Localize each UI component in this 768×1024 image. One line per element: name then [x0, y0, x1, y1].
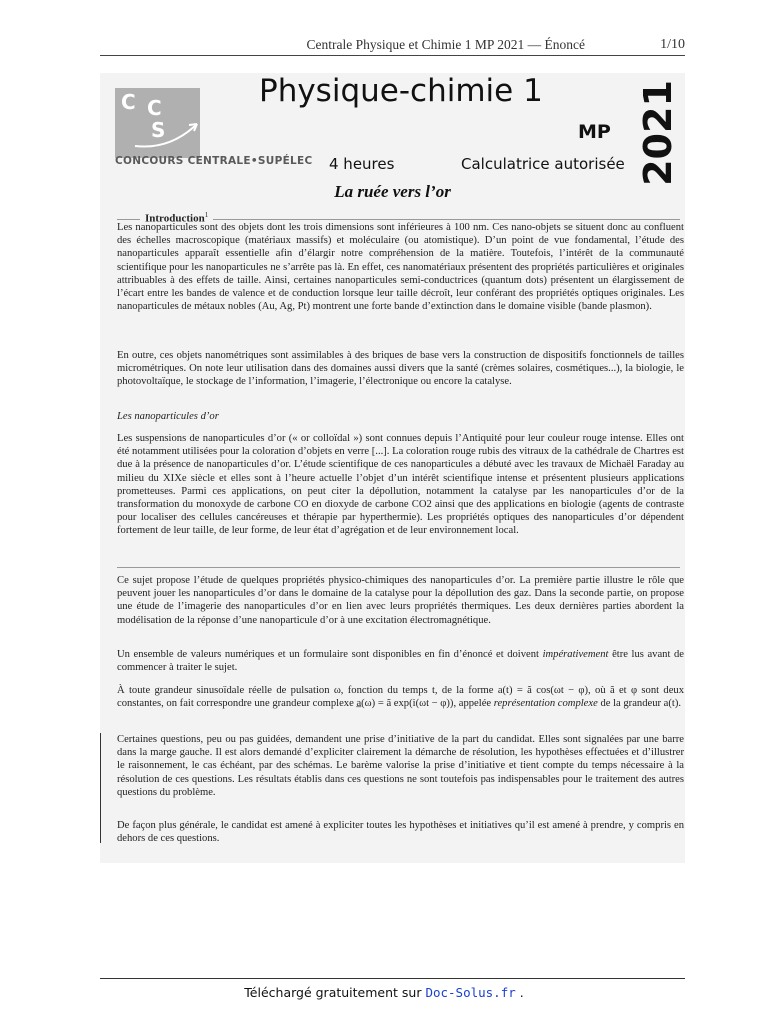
p3-emphasis: représentation complexe	[493, 698, 598, 710]
header-title: Centrale Physique et Chimie 1 MP 2021 — Énoncé	[306, 37, 585, 52]
ccs-logo	[115, 88, 200, 158]
logo-letter: C	[121, 90, 136, 114]
body-paragraph-1: Ce sujet propose l’étude de quelques propriétés physico-chimiques des nanoparticules d’or. La première partie illustre le rôle que peuvent jouer les nanoparticules d’or dans le domaine de la catalyse pour la dépollution des gaz. Dans la seconde partie, on propose une étude de l’imagerie des nanoparticules d’or en lien avec leurs propriétés thermiques. Les deux dernières parties abordent la modélisation de la réponse d’une nanoparticule d’or à une excitation électromagnétique.	[117, 575, 684, 626]
exam-track: MP	[578, 121, 611, 143]
exam-year	[633, 78, 683, 188]
page-footer	[0, 985, 768, 1000]
exam-duration: 4 heures	[329, 155, 395, 173]
exam-year-label: 2021	[636, 80, 680, 186]
gold-subheading: Les nanoparticules d’or	[117, 411, 219, 422]
gold-paragraph: Les suspensions de nanoparticules d’or (« or colloïdal ») sont connues depuis l’Antiquité pour leur couleur rouge intense. Elles ont été notamment utilisées pour la coloration d’objets en verre [...]. La coloration rouge rubis des vitraux de la cathédrale de Chartres est due à la présence de nanoparticules d’or. L’étude scientifique de ces nanoparticules a débuté avec les travaux de Michaël Faraday au milieu du XIXe siècle et elles sont à l’heure actuelle l’objet d’un intérêt scientifique intense et présentent plusieurs applications prometteuses. Parmi ces applications, on peut citer la dépollution, notamment la catalyse par les nanoparticules d’or de la transformation du monoxyde de carbone CO en dioxyde de carbone CO2 ainsi que des applications en biologie (agents de contraste pour localiser des cellules cancéreuses et thérapie par hyperthermie). Les propriétés optiques des nanoparticules d’or dépendent fortement de leur taille, de leur forme, de leur état d’agrégation et de leur environnement local.	[117, 433, 684, 537]
p3-text-end: de la grandeur a(t).	[597, 698, 682, 710]
footnote-mark: 1	[204, 211, 209, 219]
p2-text: Un ensemble de valeurs numériques et un formulaire sont disponibles en fin d’énoncé et doivent	[117, 649, 543, 660]
body-paragraph-3	[117, 684, 684, 710]
page-number: 1/10	[660, 37, 685, 52]
exam-title: Physique-chimie 1	[259, 73, 543, 109]
page-header	[100, 34, 685, 52]
scanned-page	[100, 73, 685, 863]
doc-solus-link[interactable]: Doc-Solus.fr	[425, 985, 516, 1000]
initiative-margin-bar	[100, 733, 101, 843]
p2-emphasis: impérativement	[542, 649, 609, 660]
body-paragraph-4: Certaines questions, peu ou pas guidées, demandent une prise d’initiative de la part du candidat. Elles sont signalées par une barre dans la marge gauche. Il est alors demandé d’expliciter clairement la démarche de résolution, les hypothèses effectuées et d’illustrer le raisonnement, le cas échéant, par des schémas. Le barème valorise la prise d’initiative et tient compte du temps nécessaire à la résolution de ces questions. Les résultats établis dans ces questions ne sont toutefois pas indispensables pour le traitement des autres questions du problème.	[117, 734, 684, 798]
subject-title: La ruée vers l’or	[334, 182, 451, 201]
footer-rule	[100, 978, 685, 979]
logo-arrow-icon	[115, 88, 200, 158]
intro-paragraph-1: Les nanoparticules sont des objets dont les trois dimensions sont inférieures à 100 nm. Ces nano-objets se situent donc au confluent des échelles macroscopique (matériaux massifs) et moléculaire (ou atomistique). D’un point de vue fondamental, l’étude des nanoparticules apparaît essentielle afin d’élargir notre compréhension de la matière. Toutefois, l’intérêt de la communauté scientifique pour les nanoparticules ne s’arrête pas là. En effet, ces nanomatériaux présentent des propriétés particulières et originales attribuables à des effets de taille. Ainsi, certaines nanoparticules semi-conductrices (quantum dots) présentent un élargissement de l’écart entre les bandes de valence et de conduction lorsque leur taille décroît, leur conférant des propriétés optiques originales. Les nanoparticules de métaux nobles (Au, Ag, Pt) montrent une forte bande d’extinction dans le domaine visible (bande plasmon).	[117, 222, 684, 313]
section-divider	[117, 567, 680, 568]
p3-text: À toute grandeur sinusoïdale réelle de pulsation ω, fonction du temps t, de la forme a(t) = ã cos(ωt − φ), où ã et φ sont deux constantes, on fait correspondre une grandeur complexe a̲(ω) = ã exp(i(ωt − φ)), appelée	[117, 685, 684, 710]
body-paragraph-5: De façon plus générale, le candidat est amené à expliciter toutes les hypothèses et initiatives qu’il est amené à prendre, y compris en dehors de ces questions.	[117, 820, 684, 845]
p2-text-end: être lus avant de commencer à traiter le sujet.	[117, 649, 684, 674]
intro-heading-text: Introduction	[145, 212, 205, 225]
footer-text: Téléchargé gratuitement sur	[244, 985, 426, 1000]
logo-letter: C	[147, 96, 162, 120]
calculator-note: Calculatrice autorisée	[461, 155, 625, 173]
body-paragraph-2	[117, 648, 684, 674]
header-rule	[100, 55, 685, 56]
intro-paragraph-2: En outre, ces objets nanométriques sont assimilables à des briques de base vers la construction de dispositifs fonctionnels de tailles micrométriques. On note leur utilisation dans des domaines aussi divers que la santé (crèmes solaires, cosmétiques...), la biologie, le photovoltaïque, le stockage de l’information, l’imagerie, l’électronique ou encore la catalyse.	[117, 350, 684, 388]
logo-text: CONCOURS CENTRALE•SUPÉLEC	[115, 155, 313, 167]
logo-letter: S	[151, 118, 166, 142]
footer-end: .	[515, 985, 524, 1000]
